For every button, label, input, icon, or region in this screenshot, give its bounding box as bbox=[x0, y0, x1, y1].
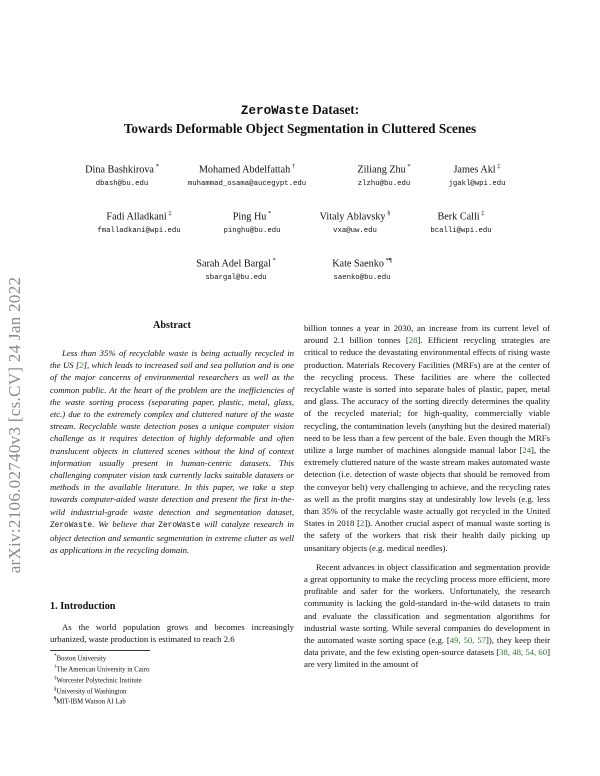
affiliation-mark: † bbox=[290, 163, 296, 170]
author-email: saenko@bu.edu bbox=[333, 274, 391, 283]
author-1 bbox=[85, 160, 159, 190]
author-2 bbox=[188, 160, 306, 190]
intro-paragraph: As the world population grows and becomes increasingly urbanized, waste production is estimated to reach 2.6 bbox=[50, 622, 294, 645]
author-name: Sarah Adel Bargal bbox=[196, 258, 271, 270]
author-name: Vitaly Ablavsky bbox=[319, 211, 386, 223]
author-3 bbox=[357, 160, 410, 190]
citation-link[interactable]: 24 bbox=[522, 445, 532, 456]
author-name: Ping Hu bbox=[232, 211, 267, 223]
author-email: vxa@uw.edu bbox=[333, 227, 377, 236]
arxiv-stamp-text: arXiv:2106.02740v3 [cs.CV] 24 Jan 2022 bbox=[5, 276, 24, 574]
author-4 bbox=[449, 160, 506, 190]
dataset-name-mono: ZeroWaste bbox=[158, 521, 201, 530]
citation-link[interactable]: 2 bbox=[359, 518, 365, 529]
footnote-rule bbox=[50, 650, 150, 651]
arxiv-stamp bbox=[4, 200, 26, 650]
affiliation-mark: ‡ bbox=[495, 163, 501, 170]
author-email: zlzhu@bu.edu bbox=[357, 180, 411, 189]
author-name: Berk Calli bbox=[437, 211, 480, 223]
author-email: sbargal@bu.edu bbox=[205, 274, 267, 283]
author-6 bbox=[224, 207, 281, 237]
author-email: muhammad_osama@aucegypt.edu bbox=[187, 180, 307, 189]
affiliation-mark: ‡ bbox=[479, 210, 485, 217]
author-name: James Akl bbox=[453, 164, 496, 176]
author-email: fmalladkani@wpi.edu bbox=[97, 227, 181, 236]
author-10 bbox=[332, 254, 392, 284]
author-name: Kate Saenko bbox=[332, 258, 384, 270]
right-paragraph-1: billion tonnes a year in 2030, an increase from its current level of around 2.1 billion tonnes [28]. Efficient recycling strategies are critical to reduce the devastating environmental effects of rising waste production. Materials Recovery Facilities (MRFs) are at the center of the recycling process. These facilities are where the collected recyclable waste is sorted into separate bales of plastic, paper, metal and glass. The accuracy of the sorting directly determines the quality of the recycled material; for high-quality, commercially viable recycling, the contamination levels (anything but the desired material) need to be less than a few percent of the bale. Even though the MRFs utilize a large number of machines alongside manual labor [24], the extremely cluttered nature of the waste stream makes automated waste detection (i.e. detection of waste objects that should be removed from the conveyor belt) very challenging to achieve, and the recycling rates as well as the profit margins stay at undesirably low levels (e.g. less than 35% of the recyclable waste actually got recycled in the United States in 2018 [2]). Another crucial aspect of manual waste sorting is the safety of the workers that risk their health daily picking up unsanitary objects (e.g. medical needles). bbox=[304, 323, 550, 553]
citation-link[interactable]: 38, 48, 54, 60 bbox=[499, 647, 548, 658]
author-email: dbash@bu.edu bbox=[95, 180, 149, 189]
footnote: †The American University in Cairo bbox=[54, 664, 150, 674]
paper-title bbox=[0, 101, 600, 138]
title-line2: Towards Deformable Object Segmentation in Cluttered Scenes bbox=[123, 121, 477, 136]
right-column bbox=[304, 322, 550, 671]
author-8 bbox=[430, 207, 491, 237]
title-line1-rest: Dataset: bbox=[308, 102, 360, 117]
citation-link[interactable]: 49, 50, 57 bbox=[449, 635, 487, 646]
footnote: *Boston University bbox=[54, 654, 107, 663]
affiliation-mark: * bbox=[266, 210, 272, 217]
affiliation-mark: * bbox=[153, 163, 159, 170]
author-7 bbox=[320, 207, 391, 237]
title-dataset-name: ZeroWaste bbox=[240, 104, 309, 118]
dataset-name-mono: ZeroWaste bbox=[50, 521, 93, 530]
affiliation-mark: § bbox=[385, 210, 391, 217]
author-email: bcalli@wpi.edu bbox=[430, 227, 492, 236]
right-paragraph-2: Recent advances in object classification and segmentation provide a great opportunity to make the recycling process more efficient, more profitable and safer for the workers. Unfortunately, the research community is lacking the gold-standard in-the-wild datasets to train and evaluate the classification and segmentation algorithms for industrial waste sorting. While several companies do development in the automated waste sorting space (e.g. [49, 50, 57]), they keep their data private, and the few existing open-source datasets [38, 48, 54, 60] are very limited in the amount of bbox=[304, 561, 551, 670]
affiliation-mark: *¶ bbox=[383, 257, 392, 264]
author-5 bbox=[97, 207, 180, 237]
abstract-text: Less than 35% of recyclable waste is being actually recycled in the US [2], which leads to increased soil and sea pollution and is one of the major concerns of environmental researchers as well as the common public. At the heart of the problem are the inefficiencies of the waste sorting process (separating paper, plastic, metal, glass, etc.) due to the extremely complex and cluttered nature of the waste stream. Recyclable waste detection poses a unique computer vision challenge as it requires detection of highly deformable and often translucent objects in cluttered scenes without the kind of context information usually present in human-centric datasets. This challenging computer vision task currently lacks suitable datasets or methods in the available literature. In this paper, we take a step towards computer-aided waste detection and present the first in-the-wild industrial-grade waste detection and segmentation dataset, ZeroWaste. We believe that ZeroWaste will catalyze research in object detection and semantic segmentation in extreme clutter as well as applications in the recycling domain. bbox=[50, 348, 294, 556]
footnotes bbox=[54, 653, 149, 707]
footnote: §University of Washington bbox=[54, 686, 127, 695]
section-heading-introduction: 1. Introduction bbox=[50, 601, 116, 612]
affiliation-mark: * bbox=[270, 257, 276, 264]
footnote: ¶MIT-IBM Watson AI Lab bbox=[54, 697, 126, 706]
author-name: Mohamed Abdelfattah bbox=[198, 164, 291, 176]
author-9 bbox=[196, 254, 275, 284]
author-name: Dina Bashkirova bbox=[85, 164, 154, 176]
author-name: Ziliang Zhu bbox=[357, 164, 406, 176]
affiliation-mark: * bbox=[405, 163, 411, 170]
affiliation-mark: ‡ bbox=[166, 210, 172, 217]
footnote: ‡Worcester Polytechnic Institute bbox=[54, 675, 142, 684]
author-email: pinghu@bu.edu bbox=[223, 227, 281, 236]
citation-link[interactable]: 2 bbox=[79, 360, 84, 371]
abstract-heading: Abstract bbox=[153, 320, 191, 331]
citation-link[interactable]: 28 bbox=[408, 335, 418, 346]
author-email: jgakl@wpi.edu bbox=[448, 180, 506, 189]
author-name: Fadi Alladkani bbox=[106, 211, 167, 223]
